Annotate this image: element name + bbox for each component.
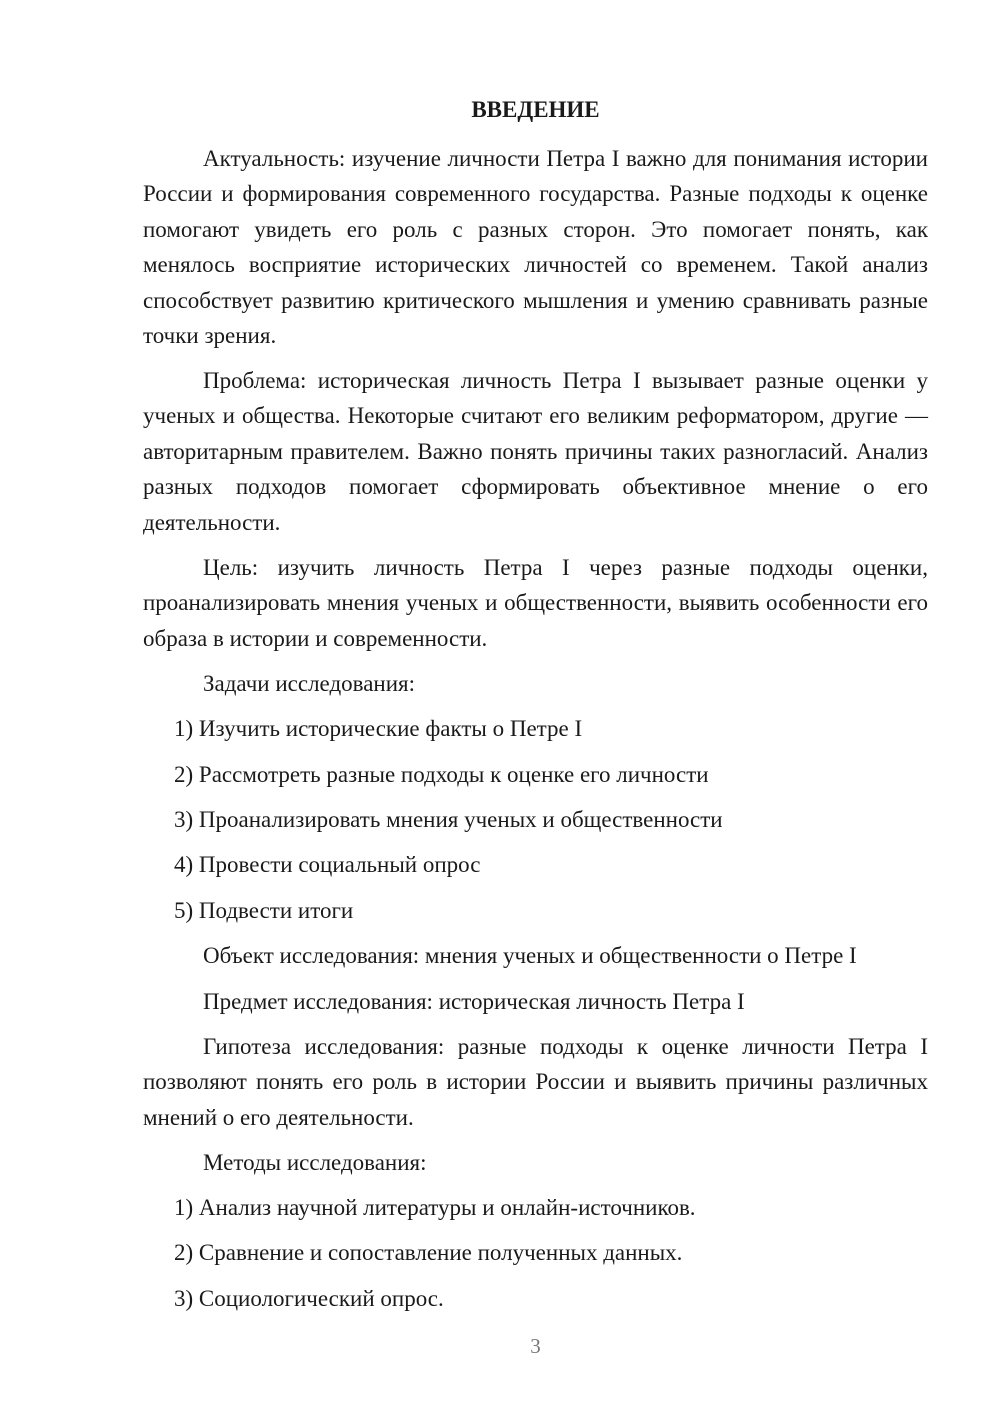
task-item: 1) Изучить исторические факты о Петре I	[174, 716, 583, 741]
hypothesis-paragraph: Гипотеза исследования: разные подходы к оценке личности Петра I позволяют понять его роль в истории России и выявить причины различных мнений о его деятельности.	[143, 1034, 928, 1130]
method-item: 1) Анализ научной литературы и онлайн-источников.	[174, 1195, 696, 1220]
problem-paragraph: Проблема: историческая личность Петра I вызывает разные оценки у ученых и общества. Некоторые считают его великим реформатором, другие — авторитарным правителем. Важно понять причины таких разногласий. Анализ разных подходов помогает сформировать объективное мнение о его деятельности.	[143, 368, 928, 535]
tasks-heading: Задачи исследования:	[203, 671, 416, 696]
method-item: 2) Сравнение и сопоставление полученных данных.	[174, 1240, 683, 1265]
task-item: 2) Рассмотреть разные подходы к оценке его личности	[174, 762, 709, 787]
task-item: 4) Провести социальный опрос	[174, 852, 481, 877]
methods-heading: Методы исследования:	[203, 1150, 427, 1175]
goal-paragraph: Цель: изучить личность Петра I через разные подходы оценки, проанализировать мнения ученых и общественности, выявить особенности его образа в истории и современности.	[143, 555, 928, 651]
task-item: 3) Проанализировать мнения ученых и общественности	[174, 807, 723, 832]
page-title: ВВЕДЕНИЕ	[471, 97, 600, 122]
research-object: Объект исследования: мнения ученых и общественности о Петре I	[203, 943, 857, 968]
method-item: 3) Социологический опрос.	[174, 1286, 444, 1311]
relevance-paragraph: Актуальность: изучение личности Петра I важно для понимания истории России и формирования современного государства. Разные подходы к оценке помогают увидеть его роль с разных сторон. Это помогает понять, как менялось восприятие исторических личностей со временем. Такой анализ способствует развитию критического мышления и умению сравнивать разные точки зрения.	[143, 146, 928, 349]
page-number: 3	[530, 1334, 541, 1358]
document-page	[143, 0, 928, 1414]
research-subject: Предмет исследования: историческая личность Петра I	[203, 989, 745, 1014]
task-item: 5) Подвести итоги	[174, 898, 354, 923]
